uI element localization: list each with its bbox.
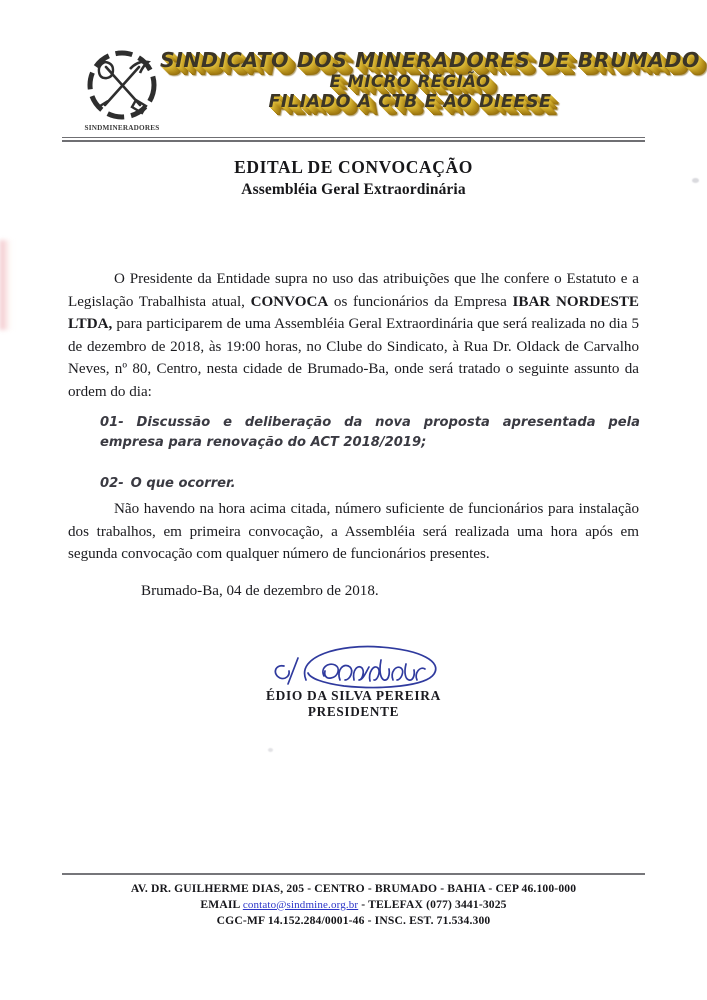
- footer-registration-line: CGC-MF 14.152.284/0001-46 - INSC. EST. 71.534.300: [216, 914, 491, 928]
- footer-contact-line: [0, 897, 707, 914]
- document-title-block: [0, 157, 707, 199]
- agenda-item-2: [100, 474, 640, 494]
- agenda-item-2-number: 02-: [100, 476, 124, 491]
- closing-paragraph-block: [68, 498, 639, 566]
- opening-paragraph: [68, 268, 639, 404]
- footer: [0, 881, 707, 929]
- signature-block: [0, 640, 707, 725]
- banner-line-1: SINDICATO DOS MINERADORES DE BRUMADO: [160, 48, 700, 72]
- page-title: EDITAL DE CONVOCAÇÃO: [234, 157, 473, 177]
- opening-text-part3: para participarem de uma Assembléia Geral Extraordinária que será realizada no dia 5 de dezembro de 2018, às 19:00 horas, no Clube do Sindicato, à Rua Dr. Oldack de Carvalho Neves, nº 80, Centro, nesta cidade de Brumado-Ba, onde será tratado o seguinte assunto da ordem do dia:: [68, 316, 639, 400]
- signatory-role: PRESIDENTE: [307, 704, 400, 719]
- agenda-item-1: 01- Discussão e deliberação da nova proposta apresentada pela empresa para renovação do ACT 2018/2019;: [100, 415, 640, 450]
- footer-email-link[interactable]: contato@sindmine.org.br: [242, 898, 359, 911]
- footer-divider: [62, 873, 645, 875]
- opening-text-part2: os funcionários da Empresa: [328, 293, 513, 310]
- opening-paragraph-block: [68, 268, 639, 404]
- closing-paragraph: Não havendo na hora acima citada, número suficiente de funcionários para instalação dos trabalhos, em primeira convocação, a Assembléia será realizada uma hora após em segunda convocação com qualquer número de funcionários presentes.: [68, 501, 639, 563]
- scan-artifact-left-edge: [0, 240, 14, 330]
- banner-line-2: E MICRO REGIÃO: [329, 71, 491, 91]
- logo-caption: SINDMINERADORES: [84, 124, 160, 132]
- footer-address-line: AV. DR. GUILHERME DIAS, 205 - CENTRO - BRUMADO - BAHIA - CEP 46.100-000: [130, 882, 577, 895]
- header-divider: [62, 137, 645, 142]
- agenda-item-2-label: O que ocorrer.: [130, 476, 236, 491]
- opening-text-part1: O Presidente da Entidade supra no uso das atribuições que lhe confere o Estatuto e a Legislação Trabalhista atual,: [68, 271, 639, 310]
- banner-line-3: FILIADO A CTB E AO DIEESE: [268, 91, 552, 112]
- footer-email-label: EMAIL: [200, 897, 243, 911]
- footer-telefax: - TELEFAX (077) 3441-3025: [358, 897, 507, 911]
- page-subtitle: Assembléia Geral Extraordinária: [241, 181, 466, 198]
- date-line: Brumado-Ba, 04 de dezembro de 2018.: [141, 583, 379, 599]
- letterhead-banner: [160, 48, 700, 112]
- agenda-list: [100, 413, 640, 494]
- letterhead: [0, 40, 707, 145]
- convoca-emphasis: CONVOCA: [250, 293, 329, 310]
- signatory-name: ÉDIO DA SILVA PEREIRA: [265, 688, 442, 703]
- company-name-emphasis: IBAR NORDESTE LTDA,: [68, 293, 639, 333]
- scan-speck: [268, 748, 273, 752]
